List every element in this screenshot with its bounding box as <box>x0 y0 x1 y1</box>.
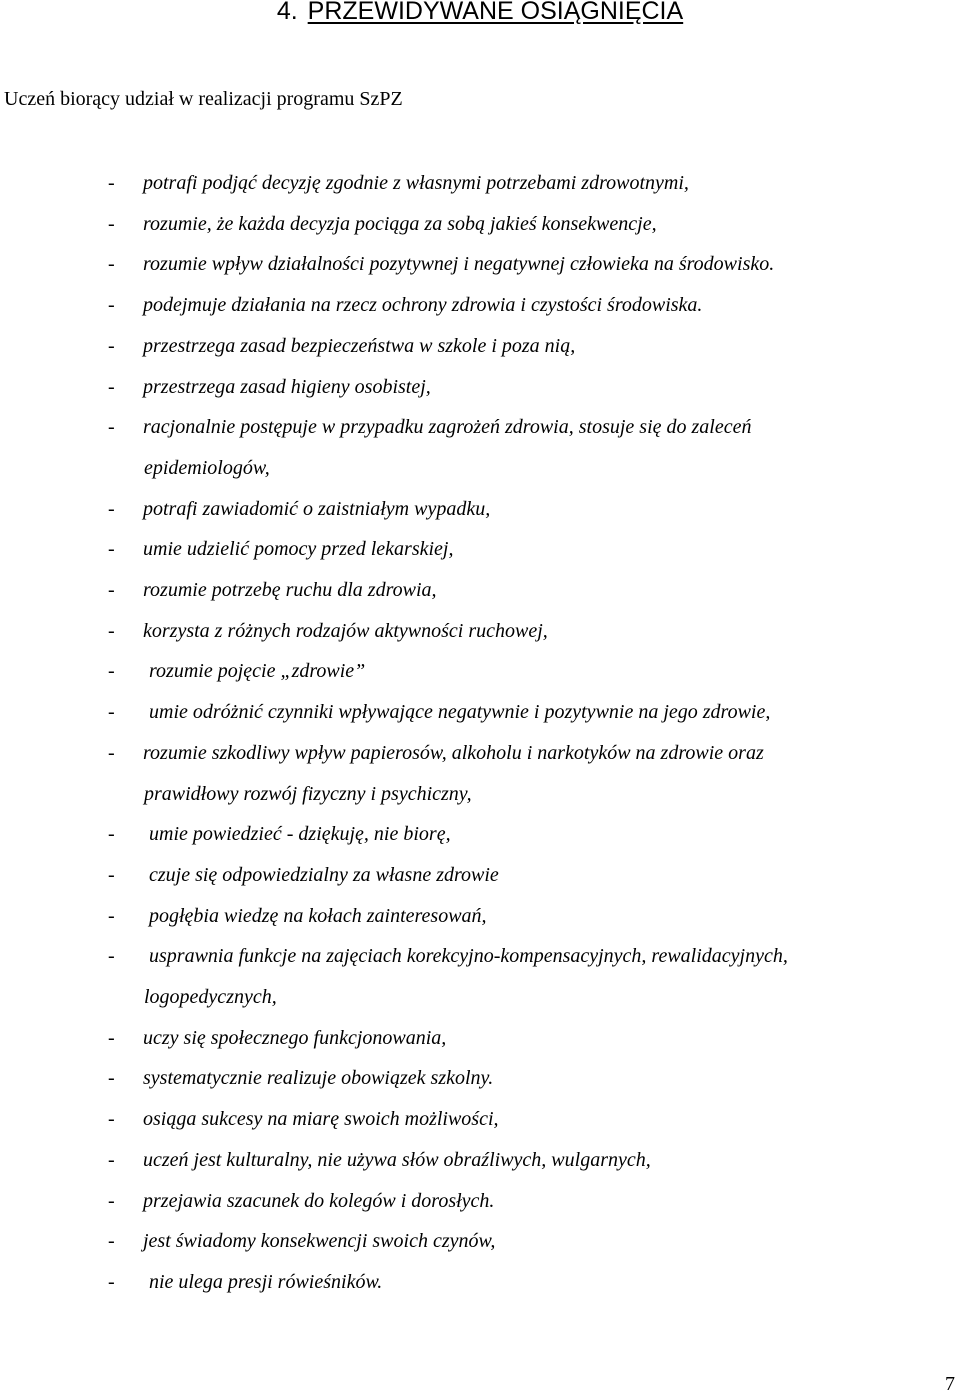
list-item <box>0 611 960 652</box>
list-item <box>0 1018 960 1059</box>
intro-sentence: Uczeń biorący udział w realizacji programu SzPZ <box>4 88 403 110</box>
bullet-dash: - <box>108 1108 115 1131</box>
bullet-dash: - <box>108 863 115 886</box>
list-item <box>0 651 960 692</box>
list-item-text: uczy się społecznego funkcjonowania, <box>143 1026 447 1049</box>
list-item-text: przestrzega zasad bezpieczeństwa w szkole i poza nią, <box>143 334 576 357</box>
bullet-dash: - <box>108 497 115 520</box>
list-item-text: uczeń jest kulturalny, nie używa słów obraźliwych, wulgarnych, <box>143 1148 651 1171</box>
list-item <box>0 244 960 285</box>
bullet-dash: - <box>108 1148 115 1171</box>
list-item <box>0 733 960 814</box>
list-item-text: pogłębia wiedzę na kołach zainteresowań, <box>149 904 487 927</box>
bullet-dash: - <box>108 1026 115 1049</box>
list-item <box>0 855 960 896</box>
list-item-text: umie udzielić pomocy przed lekarskiej, <box>143 538 454 561</box>
list-item-text: rozumie wpływ działalności pozytywnej i negatywnej człowieka na środowisko. <box>143 253 775 276</box>
list-item-text: osiąga sukcesy na miarę swoich możliwości, <box>143 1108 499 1131</box>
list-item <box>0 407 960 488</box>
list-item-text: przestrzega zasad higieny osobistej, <box>143 375 431 398</box>
list-item-continuation: epidemiologów, <box>144 456 270 479</box>
list-item-text: potrafi podjąć decyzję zgodnie z własnymi potrzebami zdrowotnymi, <box>143 172 689 194</box>
bullet-dash: - <box>108 701 115 724</box>
list-item <box>0 367 960 408</box>
list-item <box>0 285 960 326</box>
list-item-text: usprawnia funkcje na zajęciach korekcyjno-kompensacyjnych, rewalidacyjnych, <box>149 945 788 968</box>
list-item <box>0 1262 960 1303</box>
bullet-dash: - <box>108 172 115 194</box>
section-heading <box>0 0 960 28</box>
bullet-dash: - <box>108 416 115 439</box>
list-item <box>0 692 960 733</box>
bullet-dash: - <box>108 619 115 642</box>
list-item-text: umie powiedzieć - dziękuję, nie biorę, <box>149 823 451 846</box>
list-item-text: rozumie szkodliwy wpływ papierosów, alkoholu i narkotyków na zdrowie oraz <box>143 741 764 764</box>
list-item <box>0 1058 960 1099</box>
bullet-dash: - <box>108 538 115 561</box>
bullet-dash: - <box>108 660 115 683</box>
bullet-dash: - <box>108 212 115 235</box>
list-item-text: rozumie pojęcie „zdrowie” <box>149 660 366 683</box>
list-item-text: rozumie potrzebę ruchu dla zdrowia, <box>143 579 437 602</box>
bullet-dash: - <box>108 1230 115 1253</box>
list-item-text: czuje się odpowiedzialny za własne zdrowie <box>149 863 499 886</box>
list-item <box>0 529 960 570</box>
list-item <box>0 896 960 937</box>
list-item-text: jest świadomy konsekwencji swoich czynów, <box>143 1230 496 1253</box>
bullet-dash: - <box>108 253 115 276</box>
list-item-text: przejawia szacunek do kolegów i dorosłych. <box>143 1189 495 1212</box>
bullet-dash: - <box>108 741 115 764</box>
achievements-list <box>0 163 960 1303</box>
section-number: 4. <box>276 0 298 25</box>
list-item <box>0 1099 960 1140</box>
bullet-dash: - <box>108 1067 115 1090</box>
list-item-text: podejmuje działania na rzecz ochrony zdrowia i czystości środowiska. <box>143 294 703 317</box>
list-item <box>0 814 960 855</box>
list-item <box>0 1140 960 1181</box>
list-item <box>0 936 960 1017</box>
list-item <box>0 1221 960 1262</box>
list-item <box>0 204 960 245</box>
bullet-dash: - <box>108 904 115 927</box>
list-item <box>0 1181 960 1222</box>
list-item-text: nie ulega presji rówieśników. <box>149 1270 383 1293</box>
list-item <box>0 489 960 530</box>
bullet-dash: - <box>108 375 115 398</box>
list-item-continuation: logopedycznych, <box>144 986 277 1009</box>
list-item-text: umie odróżnić czynniki wpływające negatywnie i pozytywnie na jego zdrowie, <box>149 701 771 724</box>
list-item <box>0 326 960 367</box>
section-title: PRZEWIDYWANE OSIĄGNIĘCIA <box>307 0 684 25</box>
list-item <box>0 570 960 611</box>
list-item-continuation: prawidłowy rozwój fizyczny i psychiczny, <box>144 782 472 805</box>
list-item-text: racjonalnie postępuje w przypadku zagrożeń zdrowia, stosuje się do zaleceń <box>143 416 752 439</box>
bullet-dash: - <box>108 579 115 602</box>
bullet-dash: - <box>108 945 115 968</box>
page-number: 7 <box>945 1373 955 1395</box>
bullet-dash: - <box>108 1270 115 1293</box>
bullet-dash: - <box>108 1189 115 1212</box>
bullet-dash: - <box>108 334 115 357</box>
list-item-text: potrafi zawiadomić o zaistniałym wypadku, <box>143 497 491 520</box>
bullet-dash: - <box>108 823 115 846</box>
list-item-text: systematycznie realizuje obowiązek szkolny. <box>143 1067 494 1090</box>
list-item-text: rozumie, że każda decyzja pociąga za sobą jakieś konsekwencje, <box>143 212 657 235</box>
list-item-text: korzysta z różnych rodzajów aktywności ruchowej, <box>143 619 548 642</box>
bullet-dash: - <box>108 294 115 317</box>
list-item <box>0 163 960 204</box>
